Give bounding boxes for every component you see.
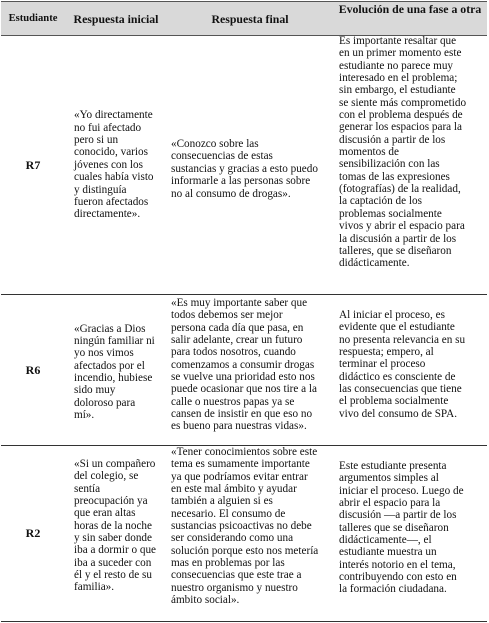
student-id: R6 <box>25 362 41 377</box>
comparison-table <box>1 1 487 622</box>
initial-response-text: «Gracias a Dios ningún familiar ni yo nos vimos afectados por el incendio, hubiese sido muy doloroso para mí». <box>74 322 155 422</box>
evolution-text: Es importante resaltar que en un primer momento este estudiante no parece muy interesado en el problema; sin embargo, el estudiante se siente más comprometido con el problema después de generar los espacios para la discusión a partir de los momentos de sensibilización con las tomas de las expresiones (fotografías) de la realidad, la captación de los problemas socialmente vivos y abrir el espacio para la discusión a partir de los talleres, que se diseñaron didácticamente. <box>339 35 467 270</box>
initial-response-cell <box>65 446 167 622</box>
final-response-cell <box>167 446 333 622</box>
table-row <box>1 295 487 446</box>
header-respuesta-final: Respuesta final <box>167 2 333 36</box>
final-response-cell <box>167 36 333 295</box>
student-id: R7 <box>25 157 41 172</box>
header-evolucion: Evolución de una fase a otra <box>333 2 487 36</box>
final-response-text: «Tener conocimientos sobre este tema es sumamente importante ya que podríamos evitar entrar en este mal ámbito y ayudar también a alguien si es necesario. El consumo de sustancias psicoactivas no debe ser considerando como una solución porque esto nos metería mas en problemas por las consecuencias que este trae a nuestro organismo y nuestro ámbito social». <box>171 446 319 607</box>
initial-response-text: «Si un compañero del colegio, se sentía preocupación ya que eran altas horas de la noche y sin saber donde iba a dormir o que iba a suceder con él y el resto de su familia». <box>74 458 157 594</box>
evolution-cell <box>333 446 487 622</box>
final-response-cell <box>167 295 333 446</box>
initial-response-text: «Yo directamente no fui afectado pero si un conocido, varios jóvenes con los cuales había visto y distinguía fueron afectados directamente». <box>74 109 154 221</box>
evolution-text: Al iniciar el proceso, es evidente que el estudiante no presenta relevancia en su respuesta; empero, al terminar el proceso didáctico es consciente de las consecuencias que tiene el problema socialmente vivo del consumo de SPA. <box>339 309 466 420</box>
evolution-cell <box>333 295 487 446</box>
initial-response-cell <box>65 36 167 295</box>
table-row <box>1 36 487 295</box>
evolution-text: Este estudiante presenta argumentos simples al iniciar el proceso. Luego de abrir el espacio para la discusión —a partir de los talleres que se diseñaron didácticamente—, el estudiante muestra un interés notorio en el tema, contribuyendo con esto en la formación ciudadana. <box>339 460 464 596</box>
initial-response-cell <box>65 295 167 446</box>
final-response-text: «Es muy importante saber que todos debemos ser mejor persona cada día que pasa, en salir adelante, crear un futuro para todos nosotros, cuando comenzamos a consumir drogas se vuelve una prioridad esto nos puede ocasionar que nos tire a la calle o nuestros papas ya se cansen de insistir en que eso no es bueno para nuestras vidas». <box>171 297 318 433</box>
table-row <box>1 446 487 622</box>
header-estudiante: Estudiante <box>1 2 65 36</box>
final-response-text: «Conozco sobre las consecuencias de estas sustancias y gracias a esto puedo informarle a las personas sobre no al consumo de drogas». <box>171 138 318 200</box>
evolution-cell <box>333 36 487 295</box>
student-id: R2 <box>25 526 41 541</box>
header-respuesta-inicial: Respuesta inicial <box>65 2 167 36</box>
table-header-row <box>1 2 487 36</box>
